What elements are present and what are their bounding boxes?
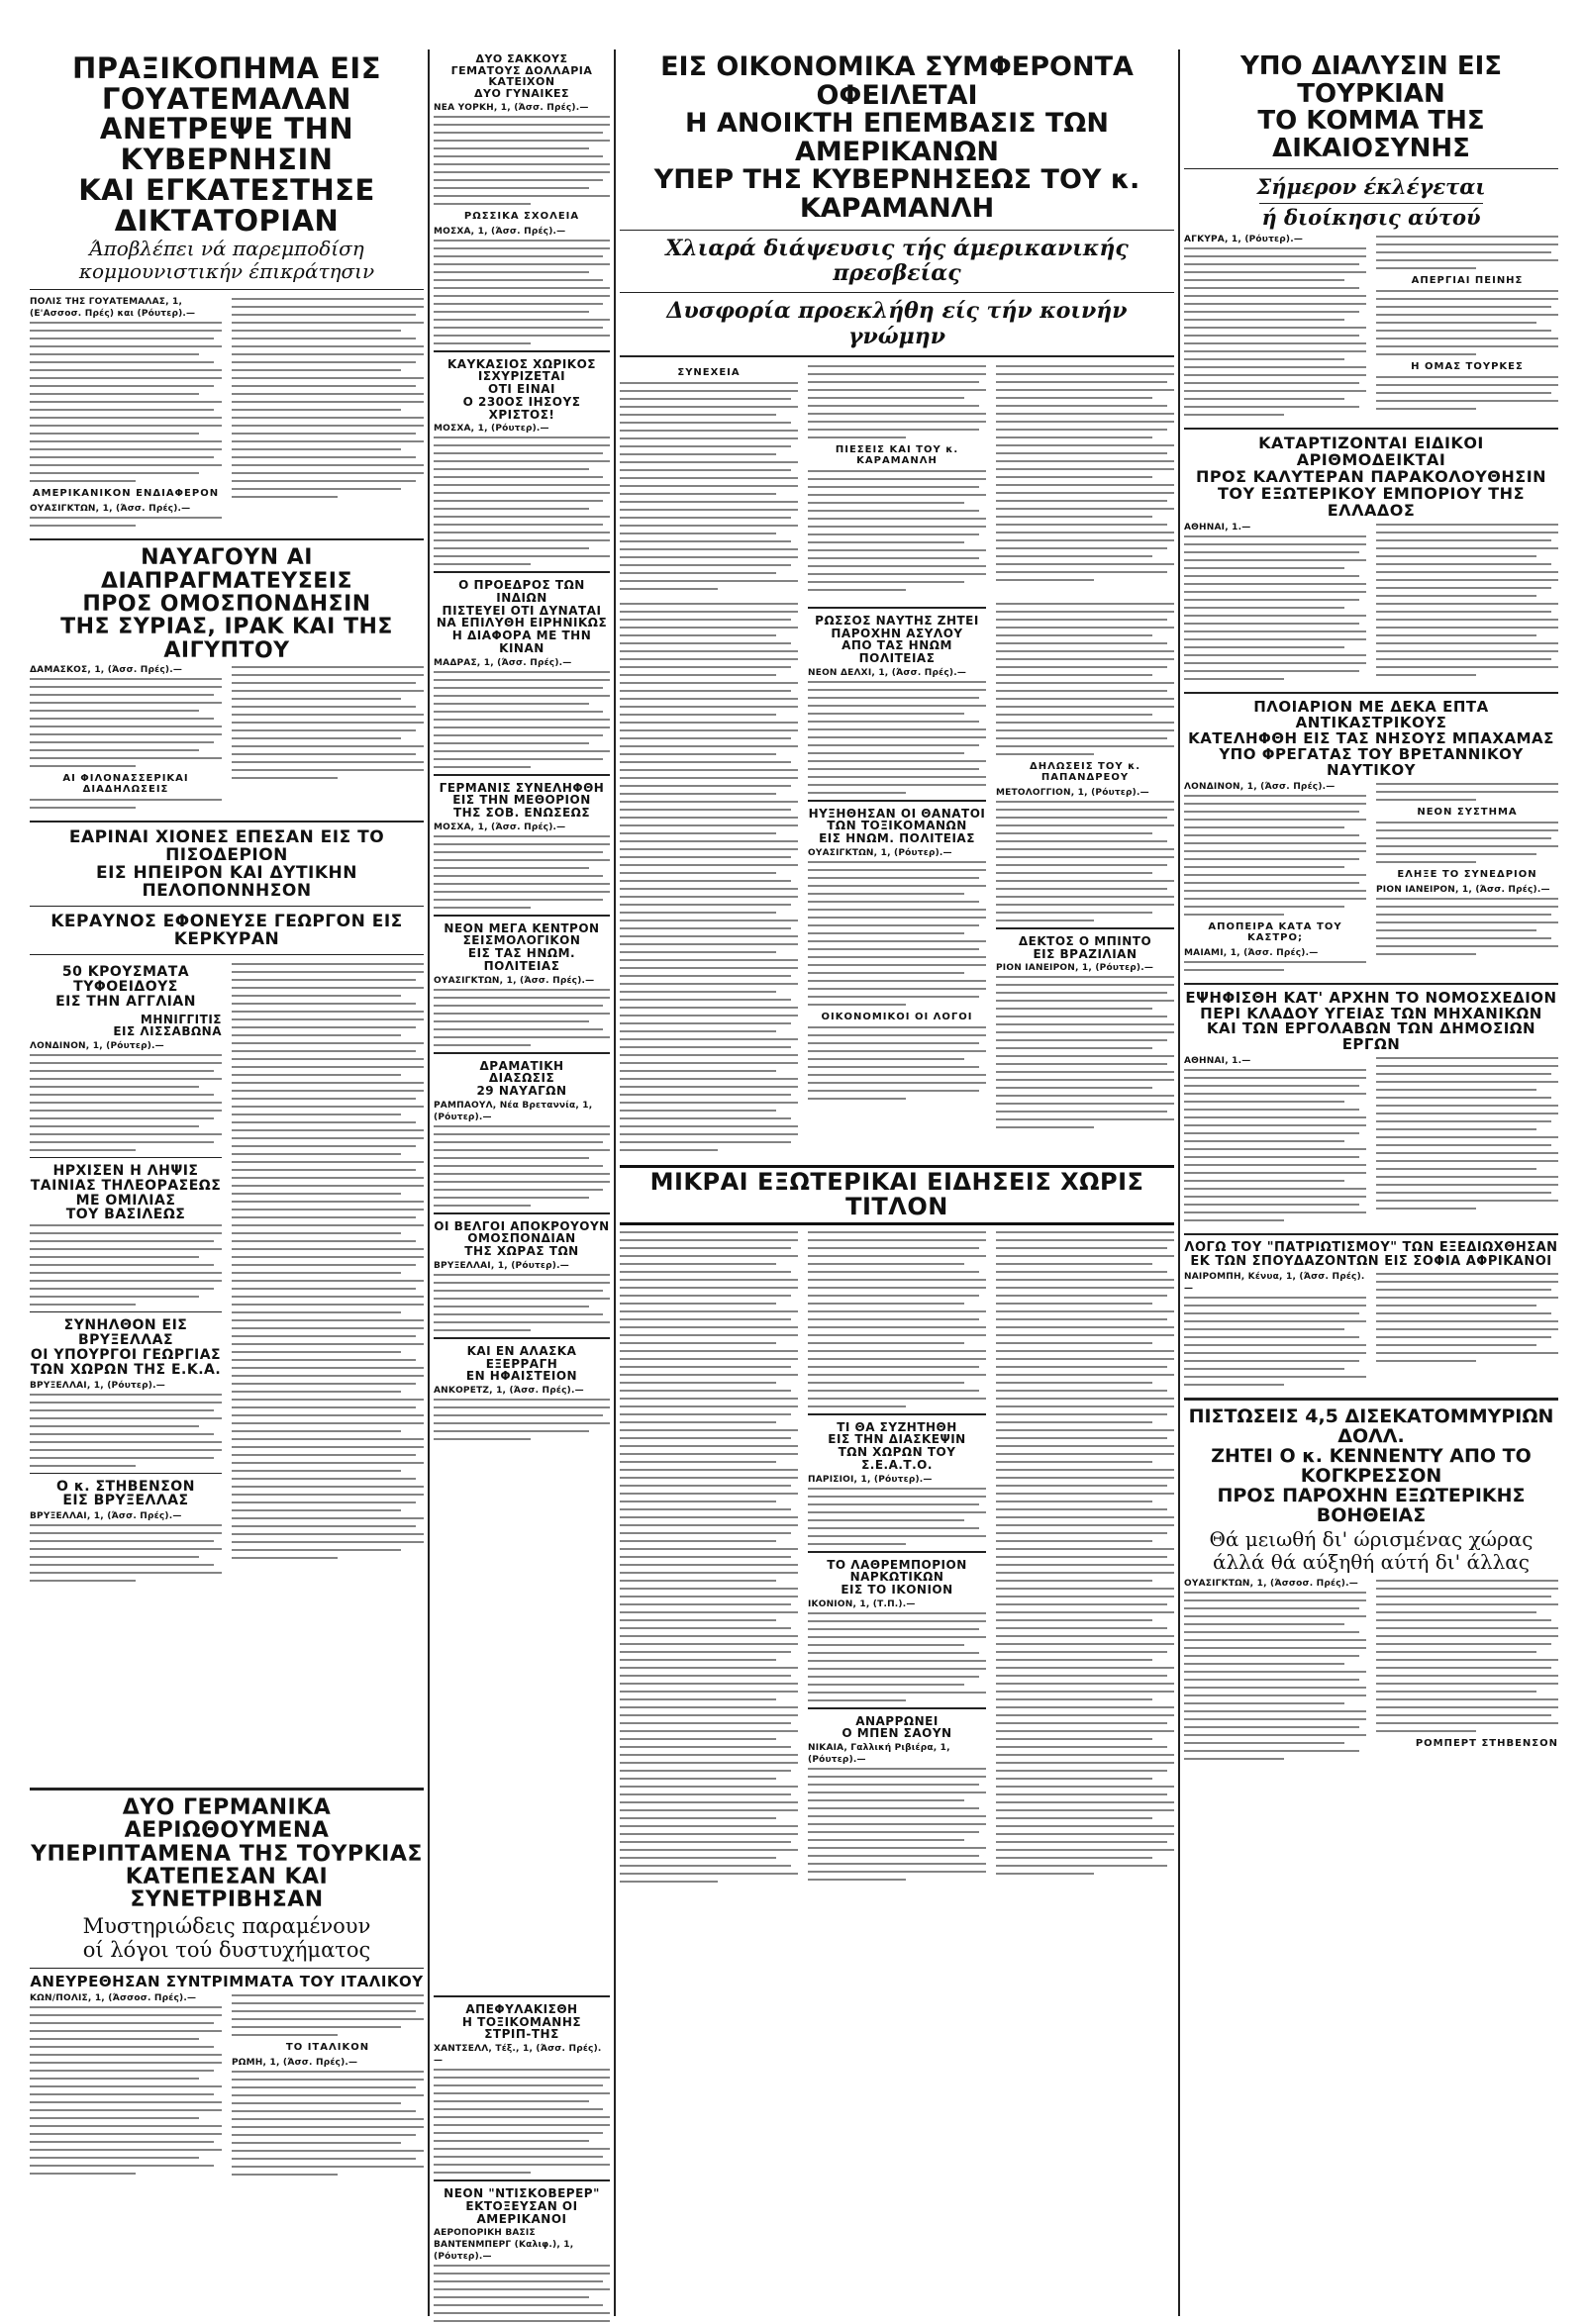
article-narcotics-konya xyxy=(808,1559,986,1701)
dateline: ΙΚΟΝΙΟΝ, 1, (Τ.Π.).— xyxy=(808,1598,916,1609)
headline: ΝΕΟΝ ΜΕΓΑ ΚΕΝΤΡΟΝ ΣΕΙΣΜΟΛΟΓΙΚΟΝ ΕΙΣ ΤΑΣ ΗΝΩΜ. ΠΟΛΙΤΕΙΑΣ xyxy=(444,920,600,973)
dateline: ΝΑΙΡΟΜΠΗ, Κένυα, 1, (Άσσ. Πρές).— xyxy=(1184,1271,1365,1294)
headline: ΚΑΥΚΑΣΙΟΣ ΧΩΡΙΚΟΣ ΙΣΧΥΡΙΖΕΤΑΙ ΟΤΙ ΕΙΝΑΙ Ο 230ΟΣ ΙΗΣΟΥΣ ΧΡΙΣΤΟΣ! xyxy=(446,356,596,422)
dateline: ΡΙΟΝ ΙΑΝΕΙΡΟΝ, 1, (Άσσ. Πρές).— xyxy=(1376,884,1550,895)
article-seato xyxy=(808,1421,986,1545)
headline: Ο ΠΡΟΕΔΡΟΣ ΤΩΝ ΙΝΔΙΩΝ ΠΙΣΤΕΥΕΙ ΟΤΙ ΔΥΝΑΤΑΙ ΝΑ ΕΠΙΛΥΘΗ ΕΙΡΗΝΙΚΩΣ Η ΔΙΑΦΟΡΑ ΜΕ ΤΗΝ ΚΙΝΑΝ xyxy=(436,578,608,655)
dateline: ΡΑΜΠΑΟΥΛ, Νέα Βρεταννία, 1, (Ρόυτερ).— xyxy=(434,1100,593,1122)
headline: ΠΛΟΙΑΡΙΟΝ ΜΕ ΔΕΚΑ ΕΠΤΑ ΑΝΤΙΚΑΣΤΡΙΚΟΥΣ ΚΑΤΕΛΗΦΘΗ ΕΙΣ ΤΑΣ ΝΗΣΟΥΣ ΜΠΑΧΑΜΑΣ ΥΠΟ ΦΡΕΓΑΤΑΣ ΤΟΥ ΒΡΕΤΑΝΝΙΚΟΥ ΝΑΥΤΙΚΟΥ xyxy=(1188,698,1554,779)
dateline: ΝΕΑ ΥΟΡΚΗ, 1, (Άσσ. Πρές).— xyxy=(434,102,589,113)
headline: ΔΕΚΤΟΣ Ο ΜΠΙΝΤΟ ΕΙΣ ΒΡΑΖΙΛΙΑΝ xyxy=(1018,933,1152,961)
subheadline: Σήμερον έκλέγεται xyxy=(1256,174,1486,200)
dateline: ΝΙΚΑΙΑ, Γαλλική Ριβιέρα, 1, (Ρόυτερ).— xyxy=(808,1743,950,1766)
section-banner: ΜΙΚΡΑΙ ΕΞΩΤΕΡΙΚΑΙ ΕΙΔΗΣΕΙΣ ΧΩΡΙΣ ΤΙΤΛΟΝ xyxy=(649,1167,1144,1221)
section-label: ΑΠΕΡΓΙΑΙ ΠΕΙΝΗΣ xyxy=(1411,275,1524,287)
headline: ΛΟΓΩ ΤΟΥ "ΠΑΤΡΙΩΤΙΣΜΟΥ" ΤΩΝ ΕΞΕΔΙΩΧΘΗΣΑΝ ΕΚ ΤΩΝ ΣΠΟΥΔΑΖΟΝΤΩΝ ΕΙΣ ΣΟΦΙΑ ΑΦΡΙΚΑΝΟΙ xyxy=(1184,1240,1558,1270)
article-seismological-center xyxy=(434,922,610,1046)
dateline: ΟΥΑΣΙΓΚΤΩΝ, 1, (Άσσ. Πρές).— xyxy=(434,975,595,986)
headline: ΔΥΟ ΣΑΚΚΟΥΣ ΓΕΜΑΤΟΥΣ ΔΟΛΛΑΡΙΑ ΚΑΤΕΙΧΟΝ ΔΥΟ ΓΥΝΑΙΚΕΣ xyxy=(450,52,593,100)
section-label: ΟΙΚΟΝΟΜΙΚΟΙ ΟΙ ΛΟΓΟΙ xyxy=(821,1011,973,1022)
dateline: ΡΙΟΝ ΙΑΝΕΙΡΟΝ, 1, (Ρόυτερ).— xyxy=(996,963,1154,974)
dateline: ΜΟΣΧΑ, 1, (Άσσ. Πρές).— xyxy=(434,226,566,237)
dateline: ΑΕΡΟΠΟΡΙΚΗ ΒΑΣΙΣ ΒΑΝΤΕΝΜΠΕΡΓ (Καλιφ.), 1, (Ρόυτερ).— xyxy=(434,2228,574,2263)
article-american-intervention xyxy=(620,53,1174,597)
article-bahamas-boat xyxy=(1184,700,1558,976)
headline: ΝΑΥΑΓΟΥΝ ΑΙ ΔΙΑΠΡΑΓΜΑΤΕΥΣΕΙΣ ΠΡΟΣ ΟΜΟΣΠΟΝΔΗΣΙΝ ΤΗΣ ΣΥΡΙΑΣ, ΙΡΑΚ ΚΑΙ ΤΗΣ ΑΙΓΥΠΤΟΥ xyxy=(60,545,393,663)
headline: ΠΡΑΞΙΚΟΠΗΜΑ ΕΙΣ ΓΟΥΑΤΕΜΑΛΑΝ ΑΝΕΤΡΕΨΕ ΤΗΝ ΚΥΒΕΡΝΗΣΙΝ ΚΑΙ ΕΓΚΑΤΕΣΤΗΣΕ ΔΙΚΤΑΤΟΡΙΑΝ xyxy=(71,51,382,238)
headline: ΤΟ ΛΑΘΡΕΜΠΟΡΙΟΝ ΝΑΡΚΩΤΙΚΩΝ ΕΙΣ ΤΟ ΙΚΟΝΙΟΝ xyxy=(827,1557,967,1598)
dateline: ΒΡΥΞΕΛΛΑΙ, 1, (Ρόυτερ).— xyxy=(434,1260,569,1271)
article-justice-party xyxy=(1184,53,1558,422)
section-label: Η ΟΜΑΣ ΤΟΥΡΚΕΣ xyxy=(1411,361,1524,373)
headline: 50 ΚΡΟΥΣΜΑΤΑ ΤΥΦΟΕΙΔΟΥΣ ΕΙΣ ΤΗΝ ΑΓΓΛΙΑΝ xyxy=(55,964,196,1010)
article-dollar-sacks xyxy=(434,53,610,344)
dateline: ΟΥΑΣΙΓΚΤΩΝ, 1, (Ρόυτερ).— xyxy=(808,847,952,858)
article-typhoid xyxy=(30,965,222,1151)
dateline: ΜΕΤΟΛΟΓΓΙΟΝ, 1, (Ρόυτερ).— xyxy=(996,787,1149,798)
headline: ΑΝΑΡΡΩΝΕΙ Ο ΜΠΕΝ ΣΑΟΥΝ xyxy=(842,1713,952,1741)
headline: ΤΙ ΘΑ ΣΥΖΗΤΗΘΗ ΕΙΣ ΤΗΝ ΔΙΑΣΚΕΨΙΝ ΤΩΝ ΧΩΡΩΝ ΤΟΥ Σ.Ε.Α.Τ.Ο. xyxy=(828,1419,966,1472)
dateline: ΠΟΛΙΣ ΤΗΣ ΓΟΥΑΤΕΜΑΛΑΣ, 1, (Ε'Ασσοσ. Πρές) και (Ρόυτερ).— xyxy=(30,297,196,320)
dateline: ΜΟΣΧΑ, 1, (Ρόυτερ).— xyxy=(434,424,549,435)
side-headline: ΜΗΝΙΓΓΙΤΙΣ ΕΙΣ ΛΙΣΣΑΒΩΝΑ xyxy=(113,1012,222,1039)
column-second xyxy=(434,49,610,1987)
article-spring-snow xyxy=(30,828,424,955)
section-label: ΑΜΕΡΙΚΑΝΙΚΟΝ ΕΝΔΙΑΦΕΡΟΝ xyxy=(32,488,220,500)
article-caucasian-christ xyxy=(434,358,610,566)
dateline: ΑΝΚΟΡΕΤΖ, 1, (Άσσ. Πρές).— xyxy=(434,1386,584,1397)
headline: ΥΠΟ ΔΙΑΛΥΣΙΝ ΕΙΣ ΤΟΥΡΚΙΑΝ ΤΟ ΚΟΜΜΑ ΤΗΣ ΔΙΚΑΙΟΣΥΝΗΣ xyxy=(1239,51,1503,163)
dateline: ΑΘΗΝΑΙ, 1.— xyxy=(1184,523,1251,533)
article-india-china xyxy=(434,579,610,767)
section-label: ΤΟ ΙΤΑΛΙΚΟΝ xyxy=(285,2041,370,2053)
column-divider xyxy=(1178,49,1180,2316)
article-discoverer xyxy=(434,2187,610,2324)
section-label: ΔΗΛΩΣΕΙΣ ΤΟΥ κ. ΠΑΠΑΝΔΡΕΟΥ xyxy=(1030,760,1140,783)
article-african-students xyxy=(1184,1241,1558,1392)
dateline: ΟΥΑΣΙΓΚΤΩΝ, 1, (Άσσ. Πρές).— xyxy=(30,504,191,515)
section-label: ΠΙΕΣΕΙΣ ΚΑΙ ΤΟΥ κ. ΚΑΡΑΜΑΝΛΗ xyxy=(835,443,959,466)
headline: ΕΑΡΙΝΑΙ ΧΙΟΝΕΣ ΕΠΕΣΑΝ ΕΙΣ ΤΟ ΠΙΣΟΔΕΡΙΟΝ ΕΙΣ ΗΠΕΙΡΟΝ ΚΑΙ ΔΥΤΙΚΗΝ ΠΕΛΟΠΟΝΝΗΣΟΝ xyxy=(68,826,385,902)
dateline: ΒΡΥΞΕΛΛΑΙ, 1, (Ρόυτερ).— xyxy=(30,1380,165,1391)
article-drug-deaths xyxy=(808,808,986,1100)
headline: Ο κ. ΣΤΗΒΕΝΣΟΝ ΕΙΣ ΒΡΥΞΕΛΛΑΣ xyxy=(56,1478,195,1509)
dateline: ΜΑΙΑΜΙ, 1, (Άσσ. Πρές).— xyxy=(1184,947,1319,958)
article-guatemala-coup xyxy=(30,53,424,533)
column-center xyxy=(620,49,1174,2316)
article-stevenson-brussels xyxy=(30,1480,222,1583)
article-syria-iraq-egypt xyxy=(30,546,424,815)
article-brussels-agriculture xyxy=(30,1318,222,1466)
headline: ΠΙΣΤΩΣΕΙΣ 4,5 ΔΙΣΕΚΑΤΟΜΜΥΡΙΩΝ ΔΟΛΛ. ΖΗΤΕΙ Ο κ. ΚΕΝΝΕΝΤΥ ΑΠΟ ΤΟ ΚΟΓΚΡΕΣΣΟΝ ΠΡΟΣ ΠΑΡΟΧΗΝ ΕΞΩΤΕΡΙΚΗΣ ΒΟΗΘΕΙΑΣ xyxy=(1188,1404,1554,1527)
section-label: ΝΕΟΝ ΣΥΣΤΗΜΑ xyxy=(1417,806,1518,818)
column-second-lower xyxy=(434,1989,610,2316)
article-alaska-volcano xyxy=(434,1345,610,1440)
article-belgians-federation xyxy=(434,1220,610,1331)
dateline: ΝΕΟΝ ΔΕΛΧΙ, 1, (Άσσ. Πρές).— xyxy=(808,667,967,678)
section-headline: ΑΝΕΥΡΕΘΗΣΑΝ ΣΥΝΤΡΙΜΜΑΤΑ ΤΟΥ ΙΤΑΛΙΚΟΥ xyxy=(30,1972,424,1990)
article-german-jets xyxy=(30,1782,424,2181)
headline: ΚΑΙ ΕΝ ΑΛΑΣΚΑ ΕΞΕΡΡΑΓΗ ΕΝ ΗΦΑΙΣΤΕΙΟΝ xyxy=(465,1343,578,1384)
dateline: ΚΩΝ/ΠΟΛΙΣ, 1, (Άσσοσ. Πρές).— xyxy=(30,1992,197,2003)
dateline: ΧΑΝΤΣΕΛΛ, Τέξ., 1, (Άσσ. Πρές).— xyxy=(434,2044,602,2067)
article-dramatic-rescue xyxy=(434,1060,610,1207)
dateline: ΟΥΑΣΙΓΚΤΩΝ, 1, (Άσσοσ. Πρές).— xyxy=(1184,1578,1358,1589)
headline: ΓΕΡΜΑΝΙΣ ΣΥΝΕΛΗΦΘΗ ΕΙΣ ΤΗΝ ΜΕΘΟΡΙΟΝ ΤΗΣ ΣΟΒ. ΕΝΩΣΕΩΣ xyxy=(439,780,605,820)
subheadline: ΚΕΡΑΥΝΟΣ ΕΦΟΝΕΥΣΕ ΓΕΩΡΓΟΝ ΕΙΣ ΚΕΡΚΥΡΑΝ xyxy=(50,912,403,950)
headline: ΕΙΣ ΟΙΚΟΝΟΜΙΚΑ ΣΥΜΦΕΡΟΝΤΑ ΟΦΕΙΛΕΤΑΙ Η ΑΝΟΙΚΤΗ ΕΠΕΜΒΑΣΙΣ ΤΩΝ ΑΜΕΡΙΚΑΝΩΝ ΥΠΕΡ ΤΗΣ ΚΥΒΕΡΝΗΣΕΩΣ ΤΟΥ κ. ΚΑΡΑΜΑΝΛΗ xyxy=(653,51,1140,225)
article-body xyxy=(232,298,424,498)
section-label: ΕΛΗΞΕ ΤΟ ΣΥΝΕΔΡΙΟΝ xyxy=(1397,868,1537,880)
article-trade-indices xyxy=(1184,436,1558,686)
headline: ΝΕΟΝ "ΝΤΙΣΚΟΒΕΡΕΡ" ΕΚΤΟΞΕΥΣΑΝ ΟΙ ΑΜΕΡΙΚΑΝΟΙ xyxy=(444,2186,600,2226)
dateline: ΒΡΥΞΕΛΛΑΙ, 1, (Άσσ. Πρές).— xyxy=(30,1511,182,1522)
article-strip-tease xyxy=(434,2003,610,2174)
article-body xyxy=(30,322,222,482)
article-binto-brazil xyxy=(996,935,1174,1128)
subheadline: Θά μειωθή δι' ώρισμένας χώρας άλλά θά αύξηθή αύτή δι' άλλας xyxy=(1209,1526,1534,1574)
dateline: ΑΘΗΝΑΙ, 1.— xyxy=(1184,1056,1251,1067)
dateline: ΠΑΡΙΣΙΟΙ, 1, (Ρόυτερ).— xyxy=(808,1474,933,1485)
dateline: ΡΩΜΗ, 1, (Άσσ. Πρές).— xyxy=(232,2057,358,2068)
subheadline: ή διοίκησις αύτού xyxy=(1261,205,1481,231)
section-label: ΑΠΟΠΕΙΡΑ ΚΑΤΑ ΤΟΥ ΚΑΣΤΡΟ; xyxy=(1208,920,1342,943)
subheadline: Χλιαρά διάψευσις τής άμερικανικής πρεσβείας xyxy=(665,235,1129,286)
headline: ΔΥΟ ΓΕΡΜΑΝΙΚΑ ΑΕΡΙΩΘΟΥΜΕΝΑ ΥΠΕΡΙΠΤΑΜΕΝΑ ΤΗΣ ΤΟΥΡΚΙΑΣ ΚΑΤΕΠΕΣΑΝ ΚΑΙ ΣΥΝΕΤΡΙΒΗΣΑΝ xyxy=(31,1795,423,1913)
headline: ΟΙ ΒΕΛΓΟΙ ΑΠΟΚΡΟΥΟΥΝ ΟΜΟΣΠΟΝΔΙΑΝ ΤΗΣ ΧΩΡΑΣ ΤΩΝ xyxy=(434,1218,610,1259)
headline: ΚΑΤΑΡΤΙΖΟΝΤΑΙ ΕΙΔΙΚΟΙ ΑΡΙΘΜΟΔΕΙΚΤΑΙ ΠΡΟΣ ΚΑΛΥΤΕΡΑΝ ΠΑΡΑΚΟΛΟΥΘΗΣΙΝ ΤΟΥ ΕΞΩΤΕΡΙΚΟΥ ΕΜΠΟΡΙΟΥ ΤΗΣ ΕΛΛΑΔΟΣ xyxy=(1195,434,1547,521)
dateline: ΛΟΝΔΙΝΟΝ, 1, (Ρόυτερ).— xyxy=(30,1040,164,1051)
column-right xyxy=(1184,49,1558,2316)
section-label: ΡΩΣΣΙΚΑ ΣΧΟΛΕΙΑ xyxy=(463,210,580,222)
subheadline: Άποβλέπει νά παρεμποδίση κομμουνιστικήν έπικράτησιν xyxy=(78,237,375,284)
article-kennedy-foreign-aid xyxy=(1184,1406,1558,1766)
article-ben-shaoun xyxy=(808,1715,986,1881)
byline: ΡΟΜΠΕΡΤ ΣΤΗΒΕΝΣΟΝ xyxy=(1415,1737,1558,1749)
headline: ΑΠΕΦΥΛΑΚΙΣΘΗ Η ΤΟΞΙΚΟΜΑΝΗΣ ΣΤΡΙΠ-ΤΗΣ xyxy=(461,2002,582,2042)
article-engineers-health-bill xyxy=(1184,988,1558,1228)
dateline: ΜΑΔΡΑΣ, 1, (Άσσ. Πρές).— xyxy=(434,657,572,668)
subheadline: Δυσφορία προεκλήθη είς τήν κοινήν γνώμην xyxy=(666,298,1128,349)
headline: ΗΥΞΗΘΗΣΑΝ ΟΙ ΘΑΝΑΤΟΙ ΤΩΝ ΤΟΞΙΚΟΜΑΝΩΝ ΕΙΣ ΗΝΩΜ. ΠΟΛΙΤΕΙΑΣ xyxy=(808,806,986,846)
headline: ΕΨΗΦΙΣΘΗ ΚΑΤ' ΑΡΧΗΝ ΤΟ ΝΟΜΟΣΧΕΔΙΟΝ ΠΕΡΙ ΚΛΑΔΟΥ ΥΓΕΙΑΣ ΤΩΝ ΜΗΧΑΝΙΚΩΝ ΚΑΙ ΤΩΝ ΕΡΓΟΛΑΒΩΝ ΤΩΝ ΔΗΜΟΣΙΩΝ ΕΡΓΩΝ xyxy=(1185,988,1557,1054)
headline: ΔΡΑΜΑΤΙΚΗ ΔΙΑΣΩΣΙΣ 29 ΝΑΥΑΓΩΝ xyxy=(476,1058,567,1098)
dateline: ΛΟΝΔΙΝΟΝ, 1, (Άσσ. Πρές).— xyxy=(1184,781,1336,792)
headline: ΡΩΣΣΟΣ ΝΑΥΤΗΣ ΖΗΤΕΙ ΠΑΡΟΧΗΝ ΑΣΥΛΟΥ ΑΠΟ ΤΑΣ ΗΝΩΜ ΠΟΛΙΤΕΙΑΣ xyxy=(815,613,979,665)
column-divider xyxy=(614,49,616,2316)
column-divider xyxy=(428,49,430,2316)
headline: ΗΡΧΙΣΕΝ Η ΛΗΨΙΣ ΤΑΙΝΙΑΣ ΤΗΛΕΟΡΑΣΕΩΣ ΜΕ ΟΜΙΛΙΑΣ ΤΟΥ ΒΑΣΙΛΕΩΣ xyxy=(30,1162,222,1223)
subheadline: Μυστηριώδεις παραμένουν οί λόγοι τού δυστυχήματος xyxy=(82,1913,371,1962)
article-german-arrested xyxy=(434,782,610,909)
section-label: ΑΙ ΦΙΛΟΝΑΣΣΕΡΙΚΑΙ ΔΙΑΔΗΛΩΣΕΙΣ xyxy=(62,772,189,795)
article-russian-sailor xyxy=(808,615,986,794)
article-body xyxy=(232,963,424,1559)
dateline: ΑΓΚΥΡΑ, 1, (Ρόυτερ).— xyxy=(1184,235,1304,245)
headline: ΣΥΝΗΛΘΟΝ ΕΙΣ ΒΡΥΞΕΛΛΑΣ ΟΙ ΥΠΟΥΡΓΟΙ ΓΕΩΡΓΙΑΣ ΤΩΝ ΧΩΡΩΝ ΤΗΣ Ε.Κ.Α. xyxy=(30,1317,222,1378)
dateline: ΜΟΣΧΑ, 1, (Άσσ. Πρές).— xyxy=(434,822,566,832)
dateline: ΔΑΜΑΣΚΟΣ, 1, (Άσσ. Πρές).— xyxy=(30,664,183,675)
article-tv-king xyxy=(30,1164,222,1306)
section-label: ΣΥΝΕΧΕΙΑ xyxy=(677,366,741,378)
